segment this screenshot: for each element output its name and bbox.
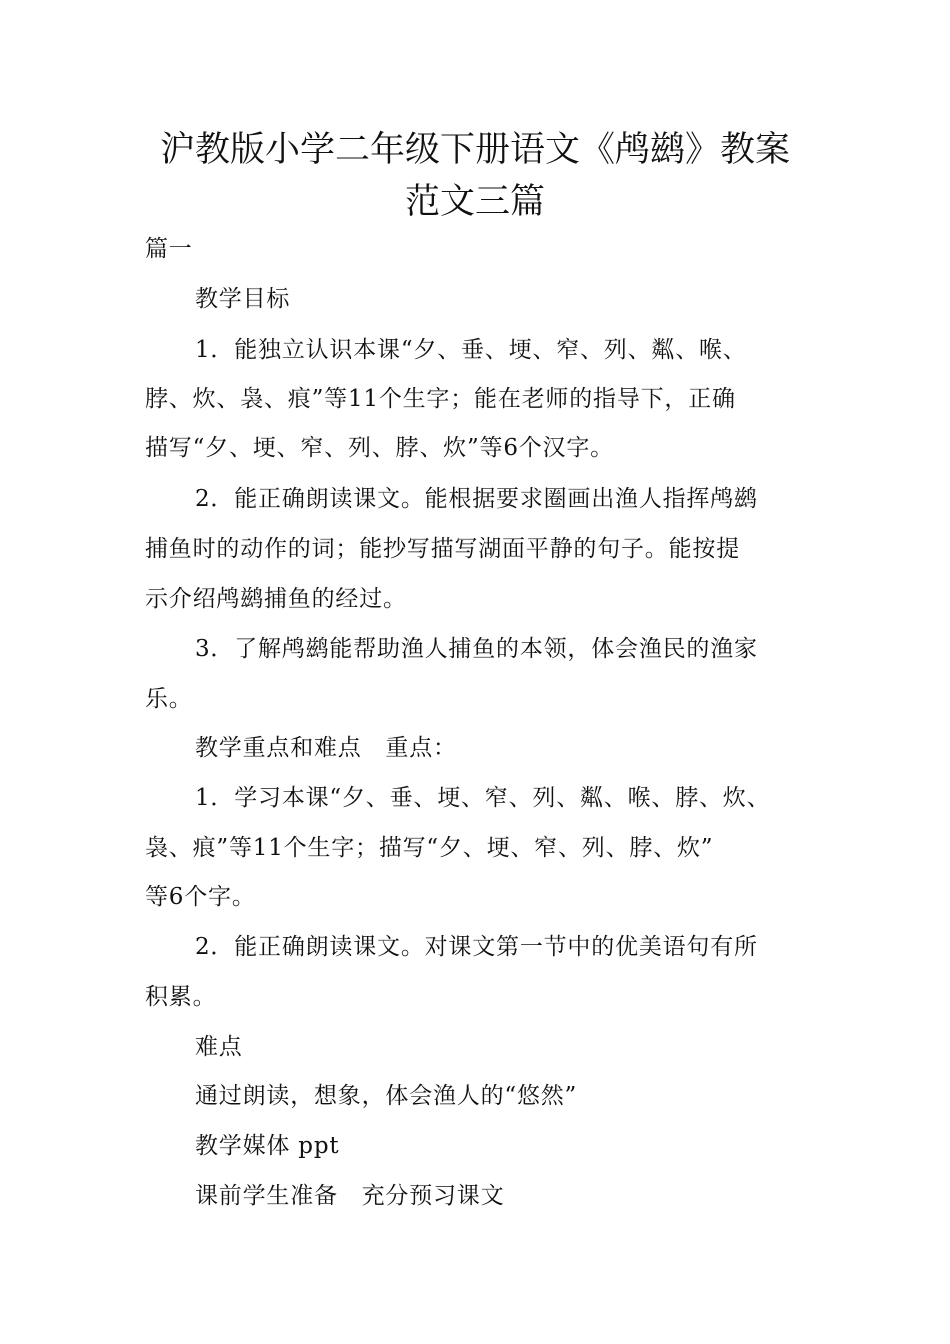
paragraph-line: 袅、痕”等11个生字；描写“夕、埂、窄、列、脖、炊”	[145, 835, 714, 861]
document-title-line-1: 沪教版小学二年级下册语文《鸬鹚》教案	[159, 130, 790, 170]
subheading-key-points: 教学重点和难点 重点：	[195, 735, 457, 761]
paragraph-line: 1．学习本课“夕、垂、埂、窄、列、粼、喉、脖、炊、	[195, 785, 771, 811]
subheading-difficulties: 难点	[195, 1034, 243, 1060]
paragraph-line: 2．能正确朗读课文。能根据要求圈画出渔人指挥鸬鹚	[195, 486, 758, 512]
document-title-line-2: 范文三篇	[404, 182, 545, 222]
paragraph-line: 乐。	[145, 686, 193, 712]
paragraph-line: 等6个字。	[145, 884, 256, 910]
paragraph-line: 2．能正确朗读课文。对课文第一节中的优美语句有所	[195, 934, 758, 960]
paragraph-line: 通过朗读，想象，体会渔人的“悠然”	[195, 1083, 578, 1109]
paragraph-line: 积累。	[145, 984, 217, 1010]
paragraph-line: 课前学生准备 充分预习课文	[195, 1183, 505, 1209]
paragraph-line: 1．能独立认识本课“夕、垂、埂、窄、列、粼、喉、	[195, 337, 747, 363]
paragraph-line: 示介绍鸬鹚捕鱼的经过。	[145, 586, 407, 612]
subheading-teaching-goals: 教学目标	[195, 286, 291, 312]
paragraph-line: 捕鱼时的动作的词；能抄写描写湖面平静的句子。能按提	[145, 536, 740, 562]
paragraph-line: 描写“夕、埂、窄、列、脖、炊”等6个汉字。	[145, 435, 614, 461]
paragraph-line: 教学媒体 ppt	[195, 1133, 340, 1159]
paragraph-line: 脖、炊、袅、痕”等11个生字；能在老师的指导下，正确	[145, 386, 736, 412]
section-heading: 篇一	[145, 236, 193, 262]
paragraph-line: 3．了解鸬鹚能帮助渔人捕鱼的本领，体会渔民的渔家	[195, 636, 758, 662]
